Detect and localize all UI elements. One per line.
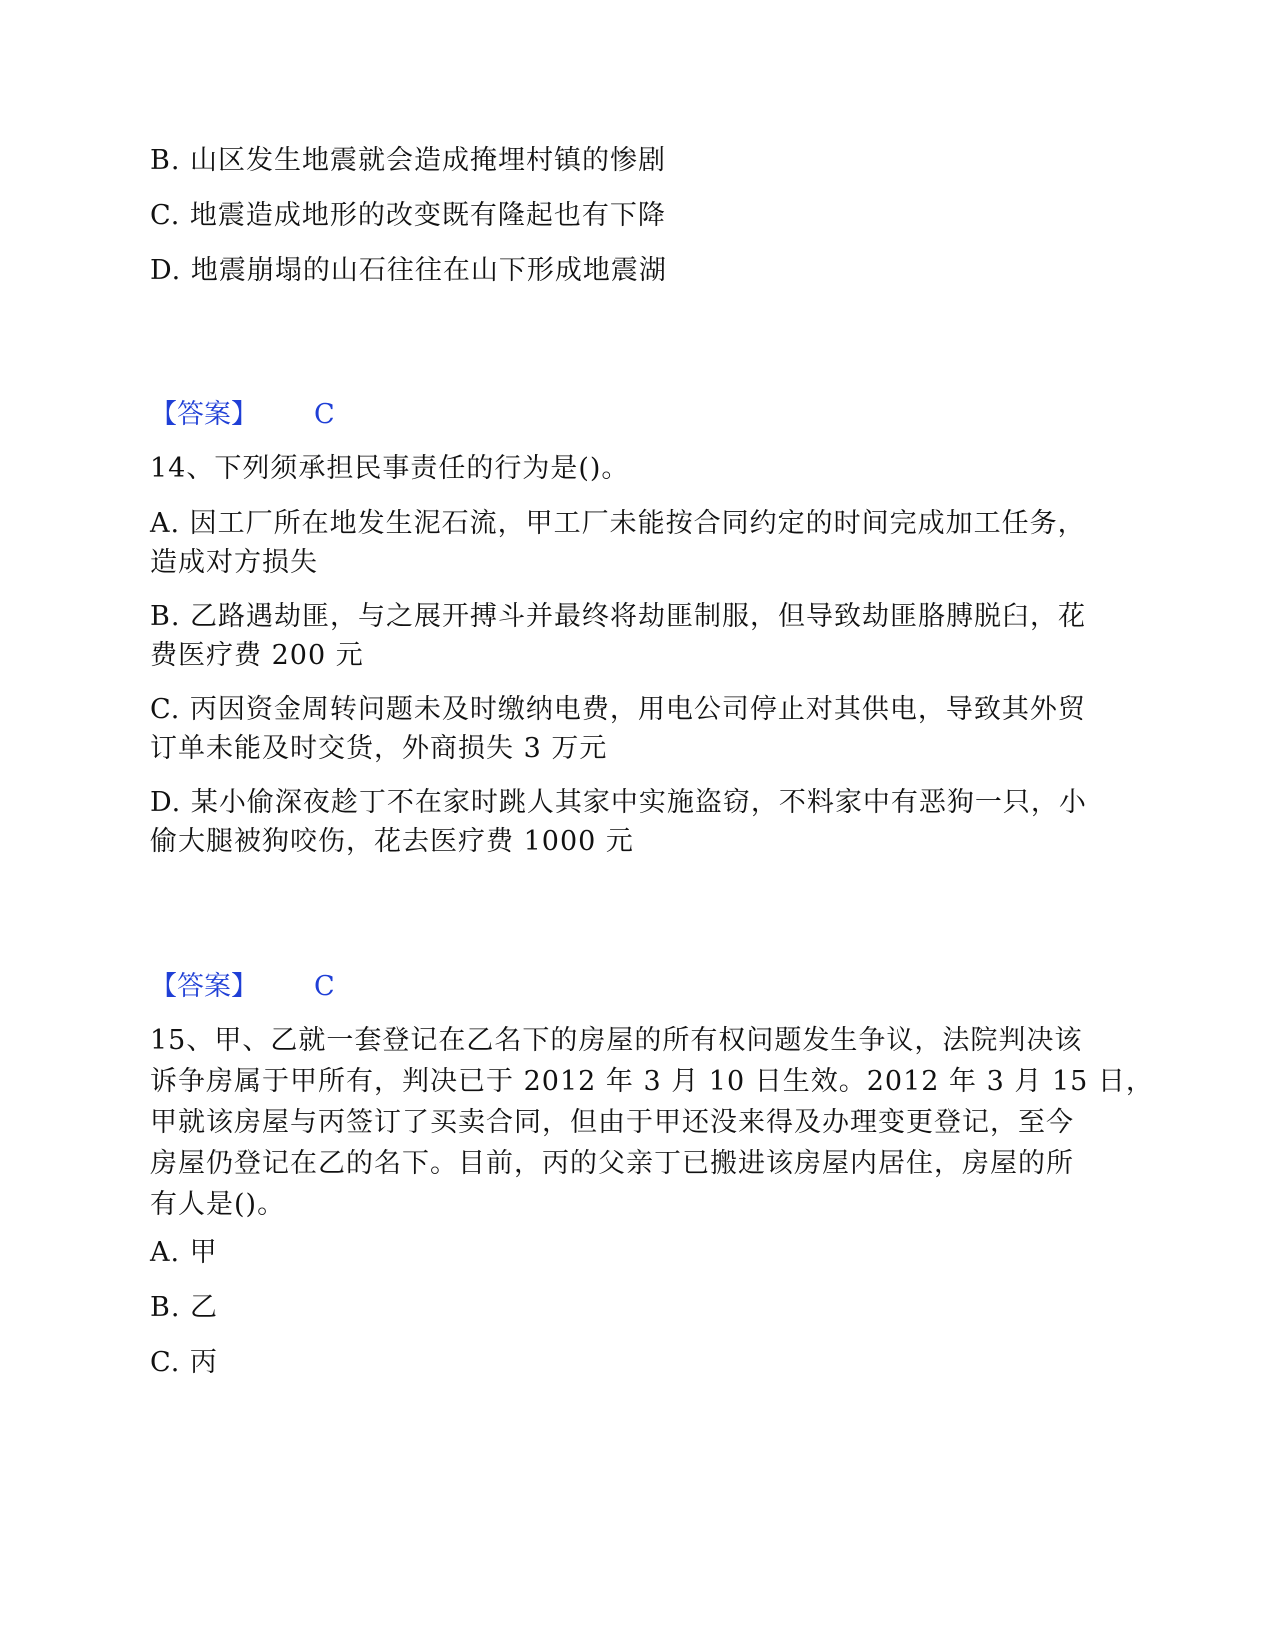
q13-answer xyxy=(150,396,335,434)
q15-stem-line4: 房屋仍登记在乙的名下。目前，丙的父亲丁已搬进该房屋内居住，房屋的所 xyxy=(150,1148,1074,1179)
q15-option-b: B. 乙 xyxy=(150,1292,219,1323)
q15-stem-line1: 15、甲、乙就一套登记在乙名下的房屋的所有权问题发生争议，法院判决该 xyxy=(150,1025,1083,1056)
q14-answer xyxy=(150,968,335,1006)
answer-value: C xyxy=(314,971,335,1002)
q14-option-d-line1: D. 某小偷深夜趁丁不在家时跳人其家中实施盗窃，不料家中有恶狗一只，小 xyxy=(150,787,1087,818)
q14-option-a-line1: A. 因工厂所在地发生泥石流，甲工厂未能按合同约定的时间完成加工任务， xyxy=(150,508,1086,539)
q15-stem-line3: 甲就该房屋与丙签订了买卖合同，但由于甲还没来得及办理变更登记，至今 xyxy=(150,1107,1074,1138)
answer-label: 【答案】 xyxy=(150,971,258,1002)
q15-option-a: A. 甲 xyxy=(150,1237,218,1268)
q14-stem: 14、下列须承担民事责任的行为是()。 xyxy=(150,453,630,484)
answer-value: C xyxy=(314,399,335,430)
q14-option-c-line1: C. 丙因资金周转问题未及时缴纳电费，用电公司停止对其供电，导致其外贸 xyxy=(150,694,1086,725)
q14-option-c-line2: 订单未能及时交货，外商损失 3 万元 xyxy=(150,733,608,764)
q15-stem-line2: 诉争房属于甲所有，判决已于 2012 年 3 月 10 日生效。2012 年 3 月 15 日， xyxy=(150,1066,1154,1097)
q15-option-c: C. 丙 xyxy=(150,1347,218,1378)
answer-label: 【答案】 xyxy=(150,399,258,430)
q14-option-b-line2: 费医疗费 200 元 xyxy=(150,640,364,671)
q14-option-d-line2: 偷大腿被狗咬伤，花去医疗费 1000 元 xyxy=(150,826,634,857)
q13-option-d: D. 地震崩塌的山石往往在山下形成地震湖 xyxy=(150,255,667,286)
q14-option-b-line1: B. 乙路遇劫匪，与之展开搏斗并最终将劫匪制服，但导致劫匪胳膊脱臼，花 xyxy=(150,601,1087,632)
q14-option-a-line2: 造成对方损失 xyxy=(150,547,318,578)
q15-stem-line5: 有人是()。 xyxy=(150,1189,286,1220)
q13-option-c: C. 地震造成地形的改变既有隆起也有下降 xyxy=(150,200,666,231)
q13-option-b: B. 山区发生地震就会造成掩埋村镇的惨剧 xyxy=(150,145,667,176)
